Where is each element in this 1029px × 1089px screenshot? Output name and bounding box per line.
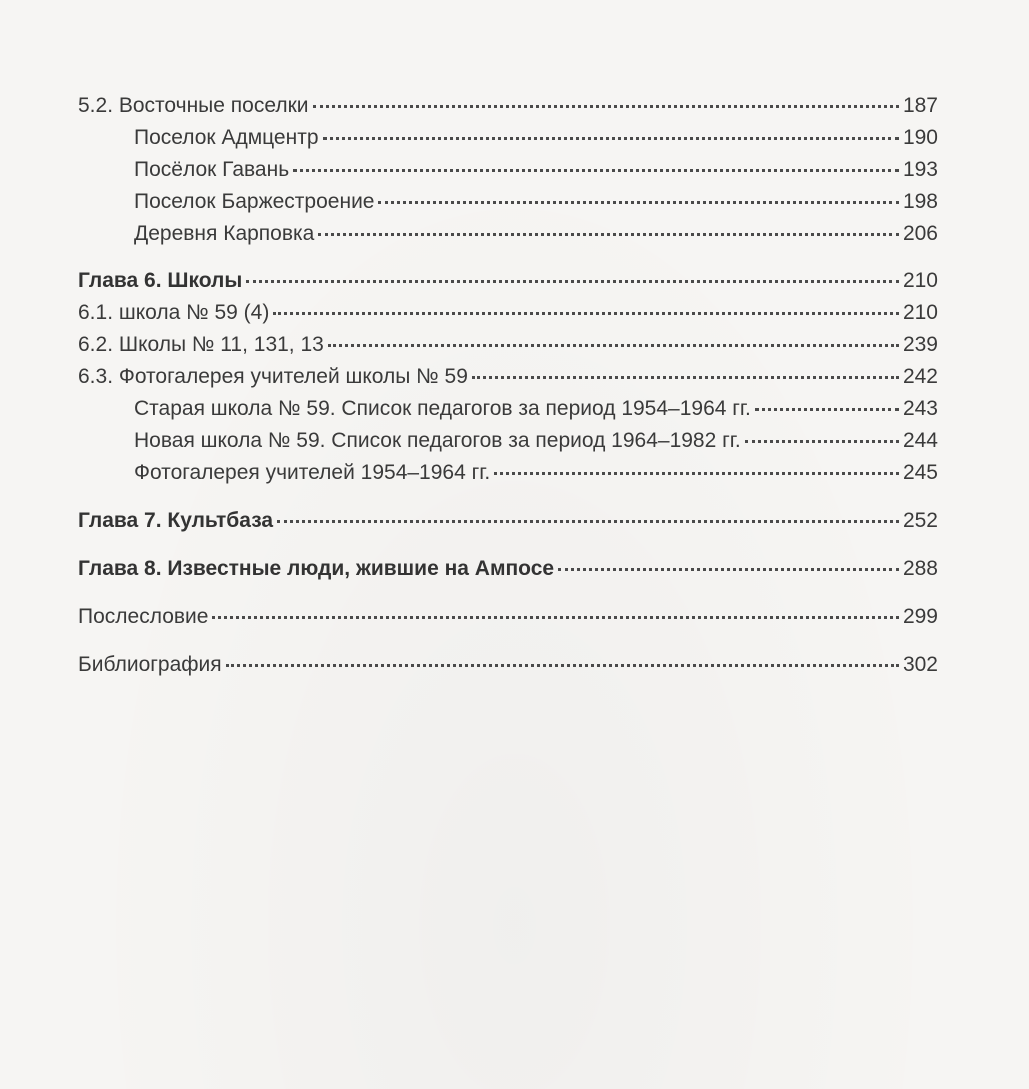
toc-chapter-title: Глава 8. Известные люди, жившие на Ампосе — [78, 557, 555, 580]
toc-chapter-title: Глава 7. Культбаза — [78, 509, 274, 532]
toc-entry — [78, 649, 938, 681]
toc-entry-title: Послесловие — [78, 605, 209, 628]
toc-entry-page: 288 — [902, 557, 938, 580]
dot-leader — [246, 279, 899, 283]
dot-leader — [378, 200, 898, 204]
toc-entry-title: Посёлок Гавань — [134, 158, 290, 181]
toc-entry-title: 6.1. школа № 59 (4) — [78, 301, 270, 324]
dot-leader — [328, 343, 899, 347]
toc-entry-title: 5.2. Восточные поселки — [78, 94, 309, 117]
toc-entry — [78, 361, 938, 393]
toc-entry-title: 6.3. Фотогалерея учителей школы № 59 — [78, 365, 468, 388]
toc-entry-page: 242 — [902, 365, 938, 388]
toc-entry — [78, 601, 938, 633]
toc-entry-page: 187 — [902, 94, 938, 117]
dot-leader — [755, 407, 899, 411]
dot-leader — [472, 375, 899, 379]
toc-entry-page: 243 — [902, 397, 938, 420]
toc-entry-page: 193 — [902, 158, 938, 181]
toc-chapter — [78, 553, 938, 585]
toc-entry-title: Деревня Карповка — [134, 222, 315, 245]
toc-entry — [78, 218, 938, 250]
toc-entry — [78, 393, 938, 425]
dot-leader — [313, 104, 899, 108]
toc-chapter-title: Глава 6. Школы — [78, 269, 243, 292]
toc-chapter — [78, 505, 938, 537]
toc-entry-page: 252 — [902, 509, 938, 532]
toc-entry-page: 210 — [902, 269, 938, 292]
dot-leader — [293, 168, 899, 172]
toc-chapter — [78, 265, 938, 297]
toc-entry-title: Поселок Адмцентр — [134, 126, 319, 149]
toc-entry-page: 239 — [902, 333, 938, 356]
toc-entry-page: 302 — [902, 653, 938, 676]
toc-entry — [78, 297, 938, 329]
toc-entry — [78, 122, 938, 154]
dot-leader — [277, 519, 899, 523]
toc-entry — [78, 90, 938, 122]
toc-entry-page: 245 — [902, 461, 938, 484]
dot-leader — [323, 136, 899, 140]
toc-entry — [78, 154, 938, 186]
toc-entry-title: Новая школа № 59. Список педагогов за период 1964–1982 гг. — [134, 429, 741, 452]
toc-entry-title: 6.2. Школы № 11, 131, 13 — [78, 333, 324, 356]
dot-leader — [226, 663, 899, 667]
dot-leader — [494, 471, 899, 475]
toc-entry — [78, 186, 938, 218]
toc-entry-title: Фотогалерея учителей 1954–1964 гг. — [134, 461, 491, 484]
toc-entry-page: 190 — [902, 126, 938, 149]
toc-entry-title: Библиография — [78, 653, 222, 676]
toc-entry-title: Поселок Баржестроение — [134, 190, 375, 213]
toc-entry-title: Старая школа № 59. Список педагогов за период 1954–1964 гг. — [134, 397, 751, 420]
toc-entry-page: 299 — [902, 605, 938, 628]
toc-entry — [78, 457, 938, 489]
dot-leader — [745, 439, 899, 443]
toc-entry-page: 198 — [902, 190, 938, 213]
toc-entry — [78, 425, 938, 457]
toc-entry — [78, 329, 938, 361]
dot-leader — [558, 567, 899, 571]
toc-entry-page: 244 — [902, 429, 938, 452]
toc-entry-page: 210 — [902, 301, 938, 324]
toc-entry-page: 206 — [902, 222, 938, 245]
dot-leader — [318, 232, 899, 236]
dot-leader — [212, 615, 899, 619]
dot-leader — [273, 311, 899, 315]
